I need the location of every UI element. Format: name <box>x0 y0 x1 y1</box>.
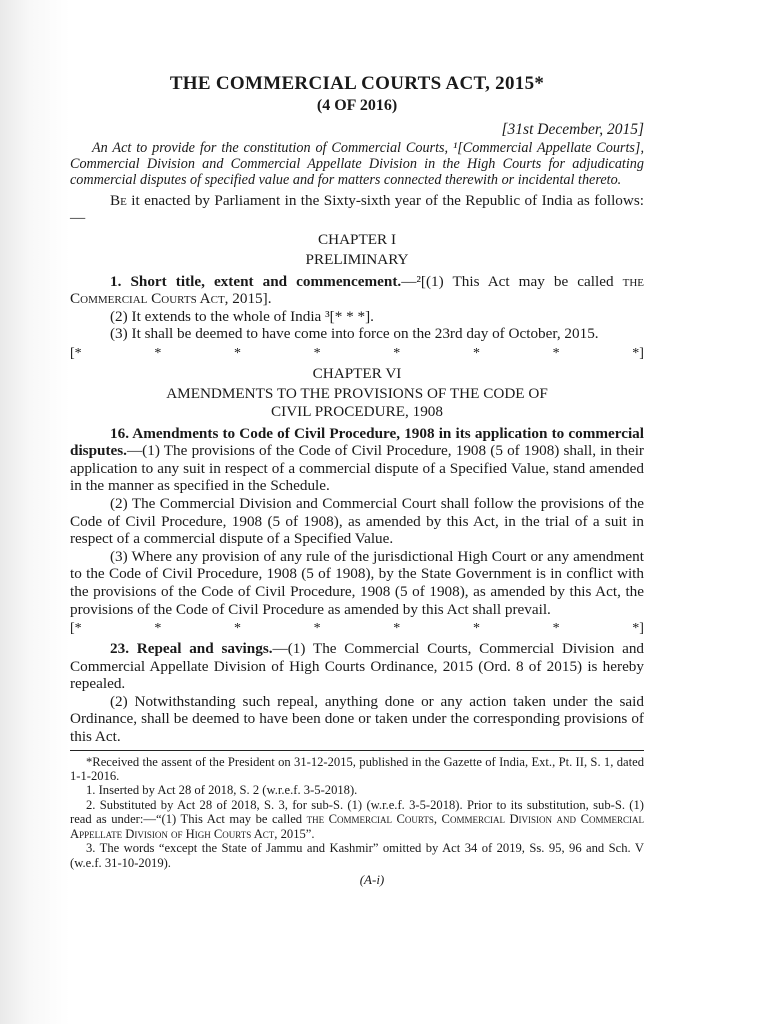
enacting-lead: Be <box>110 191 127 209</box>
enacting-formula <box>70 192 644 227</box>
omission-mark: [* <box>70 621 82 637</box>
footnote-3: 3. The words “except the State of Jammu and Kashmir” omitted by Act 34 of 2019, Ss. 95, 96 and Sch. V (w.e.f. 31-10-2019). <box>70 841 644 870</box>
enacting-rest: it enacted by Parliament in the Sixty-sixth year of the Republic of India as follows:— <box>70 191 644 227</box>
footnote-2-text-a: 2. Substituted by Act 28 of 2018, S. 3, for sub-S. (1) (w.r.e.f. 3-5-2018). Prior to its substitution, sub-S. (1) read as under:—“(1) This Act may be called <box>70 797 644 827</box>
section-1-text-sc: the Commercial Courts Act <box>70 272 644 308</box>
section-23-2: (2) Notwithstanding such repeal, anything done or any action taken under the said Ordinance, shall be deemed to have been done or taken under the corresponding provisions of this Act. <box>70 692 644 746</box>
omission-mark: [* <box>70 345 82 361</box>
chapter-1-number: CHAPTER I <box>317 230 397 248</box>
footnote-star: *Received the assent of the President on 31-12-2015, published in the Gazette of India, Ext., Pt. II, S. 1, dated 1-1-2016. <box>70 754 644 784</box>
omission-mark: * <box>472 621 480 637</box>
section-23-text: —(1) The Commercial Courts, Commercial Division and Commercial Appellate Division of High Courts Ordinance, 2015 (Ord. 8 of 2015) is hereby repealed. <box>70 640 645 693</box>
omission-mark: * <box>552 621 560 637</box>
omission-mark: * <box>393 345 401 361</box>
section-1-2: (2) It extends to the whole of India ³[* * *]. <box>110 307 374 325</box>
act-number: (4 OF 2016) <box>316 97 398 114</box>
omission-mark: * <box>313 345 321 361</box>
section-16-heading: 16. Amendments to Code of Civil Procedure, 1908 in its application to commercial disputes. <box>70 424 644 460</box>
section-23-heading: 23. Repeal and savings. <box>110 640 273 658</box>
section-16-text: —(1) The provisions of the Code of Civil Procedure, 1908 (5 of 1908) shall, in their application to any suit in respect of a commercial dispute of a Specified Value, stand amended in the manner as specified in the Schedule. <box>70 442 644 495</box>
chapter-6-name-line2: CIVIL PROCEDURE, 1908 <box>271 402 443 420</box>
footnote-divider <box>70 750 644 751</box>
section-23 <box>70 640 644 693</box>
omission-mark: * <box>233 621 241 637</box>
section-1-text-b: , 2015]. <box>224 290 272 308</box>
document-column <box>70 72 644 888</box>
omission-mark: * <box>233 345 241 361</box>
chapter-6-number: CHAPTER VI <box>312 364 402 382</box>
footnote-2-text-b: , 2015”. <box>274 826 315 841</box>
footnote-1: 1. Inserted by Act 28 of 2018, S. 2 (w.r.e.f. 3-5-2018). <box>86 783 358 798</box>
omission-mark: * <box>313 621 321 637</box>
act-title: THE COMMERCIAL COURTS ACT, 2015* <box>169 73 545 94</box>
section-16-3: (3) Where any provision of any rule of the jurisdictional High Court or any amendment to the Code of Civil Procedure, 1908 (5 of 1908), by the State Government is in conflict with the provisions of the Code of Civil Procedure, 1908 (5 of 1908), as amended by this Act, the provisions of the Code of Civil Procedure as amended by this Act shall prevail. <box>70 547 644 618</box>
omission-mark: * <box>472 345 480 361</box>
omission-mark: *] <box>632 621 644 637</box>
chapter-6-name-line1: AMENDMENTS TO THE PROVISIONS OF THE CODE OF <box>166 384 548 402</box>
chapter-1-name: PRELIMINARY <box>305 250 409 268</box>
omission-marks-1 <box>70 345 644 363</box>
section-16-2: (2) The Commercial Division and Commercial Court shall follow the provisions of the Code of Civil Procedure, 1908 (5 of 1908), as amended by this Act, in the trial of a suit in respect of a commercial dispute of a Specified Value. <box>70 494 644 548</box>
omission-mark: * <box>154 621 162 637</box>
long-title: An Act to provide for the constitution of Commercial Courts, ¹[Commercial Appellate Courts], Commercial Division and Commercial Appellate Division in the High Courts for adjudicating commercial disputes of specified value and for matters connected therewith or incidental thereto. <box>70 140 644 189</box>
omission-marks-2 <box>70 620 644 638</box>
omission-mark: * <box>552 345 560 361</box>
section-1-text-a: —²[(1) This Act may be called <box>401 272 623 290</box>
omission-mark: *] <box>632 345 644 361</box>
section-16 <box>70 425 644 495</box>
omission-mark: * <box>154 345 162 361</box>
section-1 <box>70 273 644 308</box>
page-number: (A-i) <box>359 871 385 887</box>
omission-mark: * <box>393 621 401 637</box>
footnote-2-text-sc: the Commercial Courts, Commercial Division and Commercial Appellate Division of High Courts Act <box>70 812 644 841</box>
act-date: [31st December, 2015] <box>501 121 644 138</box>
section-1-3: (3) It shall be deemed to have come into force on the 23rd day of October, 2015. <box>110 325 599 343</box>
footnote-2 <box>70 798 644 841</box>
section-1-heading: 1. Short title, extent and commencement. <box>110 272 402 290</box>
